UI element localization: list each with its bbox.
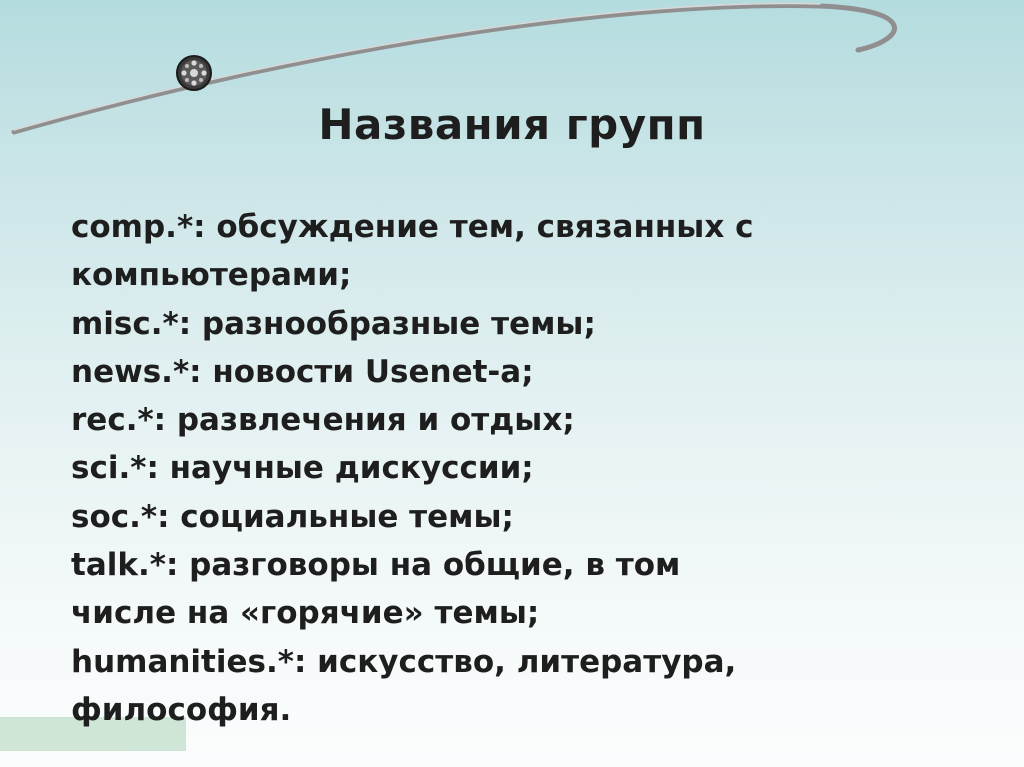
slide-title: Названия групп [318, 100, 706, 149]
body-line: rec.*: развлечения и отдых; [71, 402, 575, 439]
body-line: misc.*: разнообразные темы; [71, 305, 596, 342]
planet-icon [177, 56, 211, 90]
body-line: soc.*: социальные темы; [71, 498, 514, 535]
body-line: comp.*: обсуждение тем, связанных с [71, 209, 754, 245]
body-line: философия. [71, 691, 292, 728]
body-line: humanities.*: искусство, литература, [71, 643, 737, 680]
body-line: числе на «горячие» темы; [71, 595, 540, 632]
slide-body [71, 203, 971, 734]
body-line: talk.*: разговоры на общие, в том [71, 547, 681, 584]
body-line: news.*: новости Usenet-a; [71, 353, 534, 390]
body-line: компьютерами; [71, 257, 352, 294]
body-line: sci.*: научные дискуссии; [71, 450, 534, 487]
